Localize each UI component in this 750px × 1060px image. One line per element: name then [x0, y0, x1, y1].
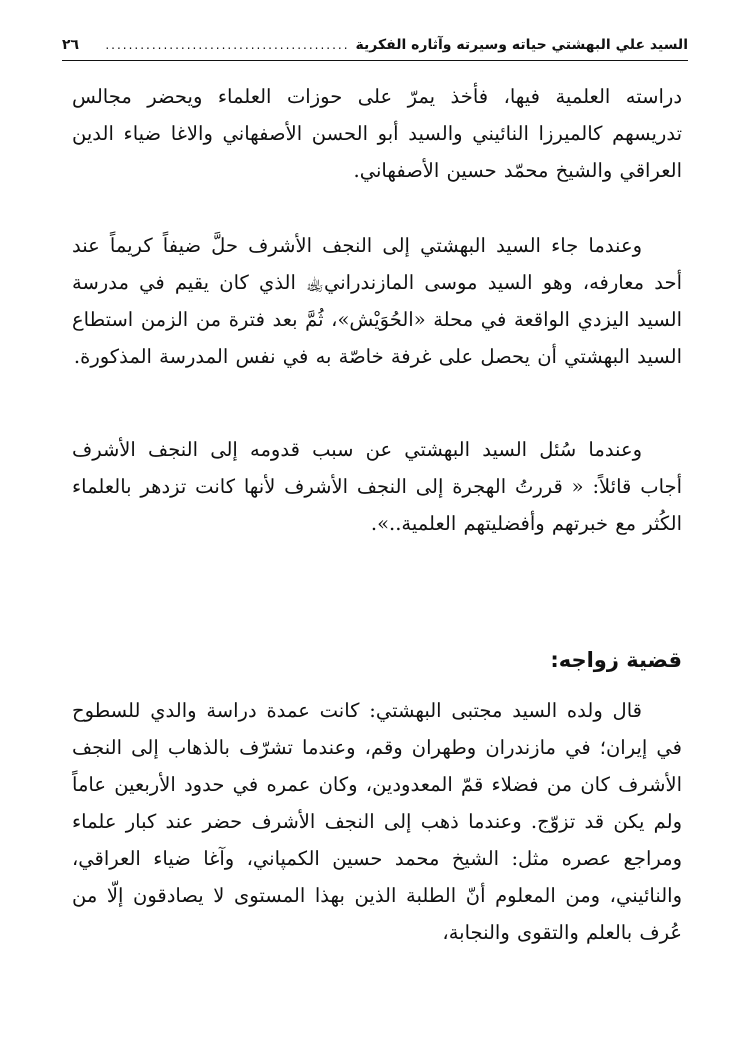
page-number: ٢٦ [62, 37, 80, 53]
paragraph-2: وعندما جاء السيد البهشتي إلى النجف الأشرف حلَّ ضيفاً كريماً عند أحد معارفه، وهو السيد موسى المازندراني﵀ الذي كان يقيم في مدرسة السيد اليزدي الواقعة في محلة «الحُوَيْش»، ثُمَّ بعد فترة من الزمن استطاع السيد البهشتي أن يحصل على غرفة خاصّة به في نفس المدرسة المذكورة. [72, 234, 682, 368]
section-heading-marriage: قضية زواجه: [550, 648, 682, 672]
paragraph-1: دراسته العلمية فيها، فأخذ يمرّ على حوزات العلماء ويحضر مجالس تدريسهم كالميرزا النائيني والسيد أبو الحسن الأصفهاني والاغا ضياء الدين العراقي والشيخ محمّد حسين الأصفهاني. [72, 85, 682, 182]
paragraph-3: وعندما سُئل السيد البهشتي عن سبب قدومه إلى النجف الأشرف أجاب قائلاً: « قررتُ الهجرة إلى النجف الأشرف لأنها كانت تزدهر بالعلماء الكُثر مع خبرتهم وأفضليتهم العلمية..». [72, 438, 682, 535]
page-header [62, 30, 688, 61]
running-title: السيد علي البهشتي حياته وسيرته وآثاره الفكرية [355, 37, 688, 53]
header-dot-leader: .......................................... [105, 38, 350, 52]
paragraph-4: قال ولده السيد مجتبى البهشتي: كانت عمدة دراسة والدي للسطوح في إيران؛ في مازندران وطهران وقم، وعندما تشرّف بالذهاب إلى النجف الأشرف كان من فضلاء قمّ المعدودين، وكان عمره في حدود الأربعين عاماً ولم يكن قد تزوّج. وعندما ذهب إلى النجف الأشرف حضر عند كبار علماء ومراجع عصره مثل: الشيخ محمد حسين الكمپاني، وآغا ضياء العراقي، والنائيني، ومن المعلوم أنّ الطلبة الذين بهذا المستوى لا يصادقون إلّا من عُرف بالعلم والتقوى والنجابة، [72, 699, 683, 944]
